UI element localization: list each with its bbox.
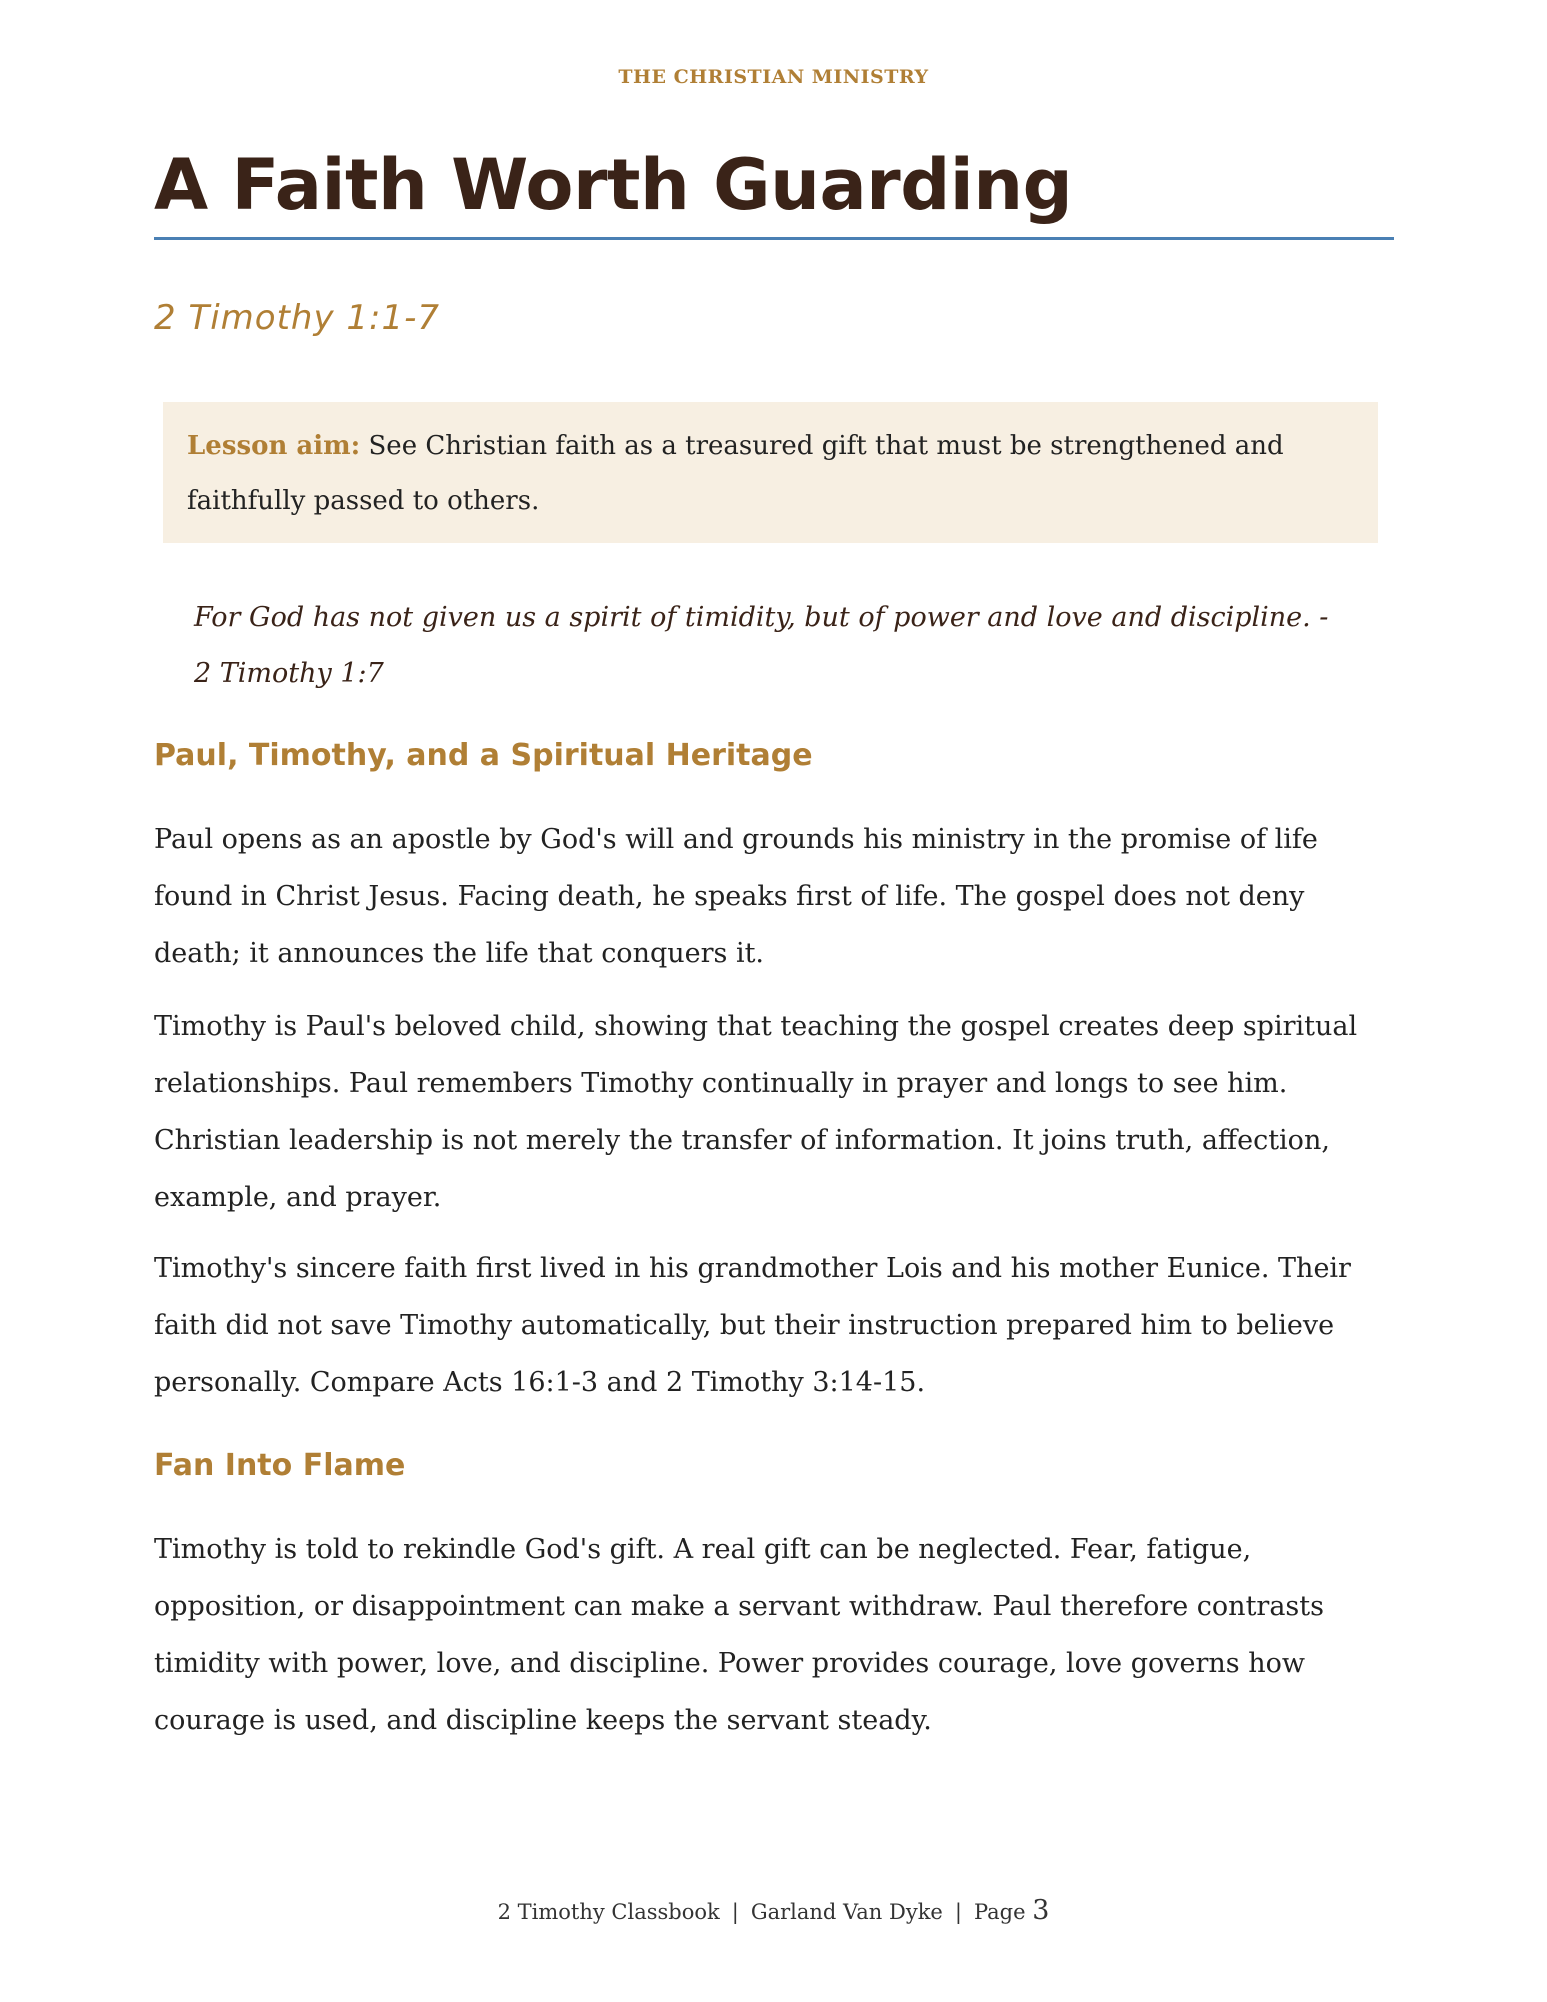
footer-author: Garland Van Dyke	[750, 1900, 943, 1924]
footer-page-label: Page	[973, 1900, 1026, 1924]
lesson-title: A Faith Worth Guarding	[154, 144, 1073, 226]
footer-page-number: 3	[1032, 1895, 1050, 1926]
section-heading-spiritual-heritage: Paul, Timothy, and a Spiritual Heritage	[154, 738, 813, 773]
lesson-aim-box	[163, 402, 1378, 543]
lesson-aim-label: Lesson aim:	[187, 431, 361, 461]
paragraph: Paul opens as an apostle by God's will and grounds his ministry in the promise of life found in Christ Jesus. Facing death, he speaks first of life. The gospel does not deny death; it announces the life that conquers it.	[154, 824, 1318, 969]
lesson-aim-text: See Christian faith as a treasured gift that must be strengthened and faithfully passed to others.	[187, 431, 1284, 516]
paragraph: Timothy is told to rekindle God's gift. A real gift can be neglected. Fear, fatigue, opposition, or disappointment can make a servant withdraw. Paul therefore contrasts timidity with power, love, and discipline. Power provides courage, love governs how courage is used, and discipline keeps the servant steady.	[154, 1534, 1324, 1736]
paragraph: Timothy's sincere faith first lived in his grandmother Lois and his mother Eunice. Their faith did not save Timothy automatically, but their instruction prepared him to believe personally. Compare Acts 16:1-3 and 2 Timothy 3:14-15.	[154, 1253, 1351, 1398]
memory-verse: For God has not given us a spirit of timidity, but of power and love and discipline. - 2 Timothy 1:7	[194, 602, 1329, 689]
footer-book-title: 2 Timothy Classbook	[497, 1900, 720, 1924]
footer-separator: |	[731, 1900, 739, 1924]
footer-separator: |	[954, 1900, 962, 1924]
scripture-reference: 2 Timothy 1:1-7	[154, 298, 441, 338]
section-heading-fan-into-flame: Fan Into Flame	[154, 1448, 406, 1483]
page-footer	[0, 1895, 1547, 1926]
title-underline-rule	[154, 237, 1394, 240]
running-header: THE CHRISTIAN MINISTRY	[618, 66, 929, 88]
paragraph: Timothy is Paul's beloved child, showing that teaching the gospel creates deep spiritual relationships. Paul remembers Timothy continually in prayer and longs to see him. Christian leadership is not merely the transfer of information. It joins truth, affection, example, and prayer.	[154, 1011, 1358, 1213]
